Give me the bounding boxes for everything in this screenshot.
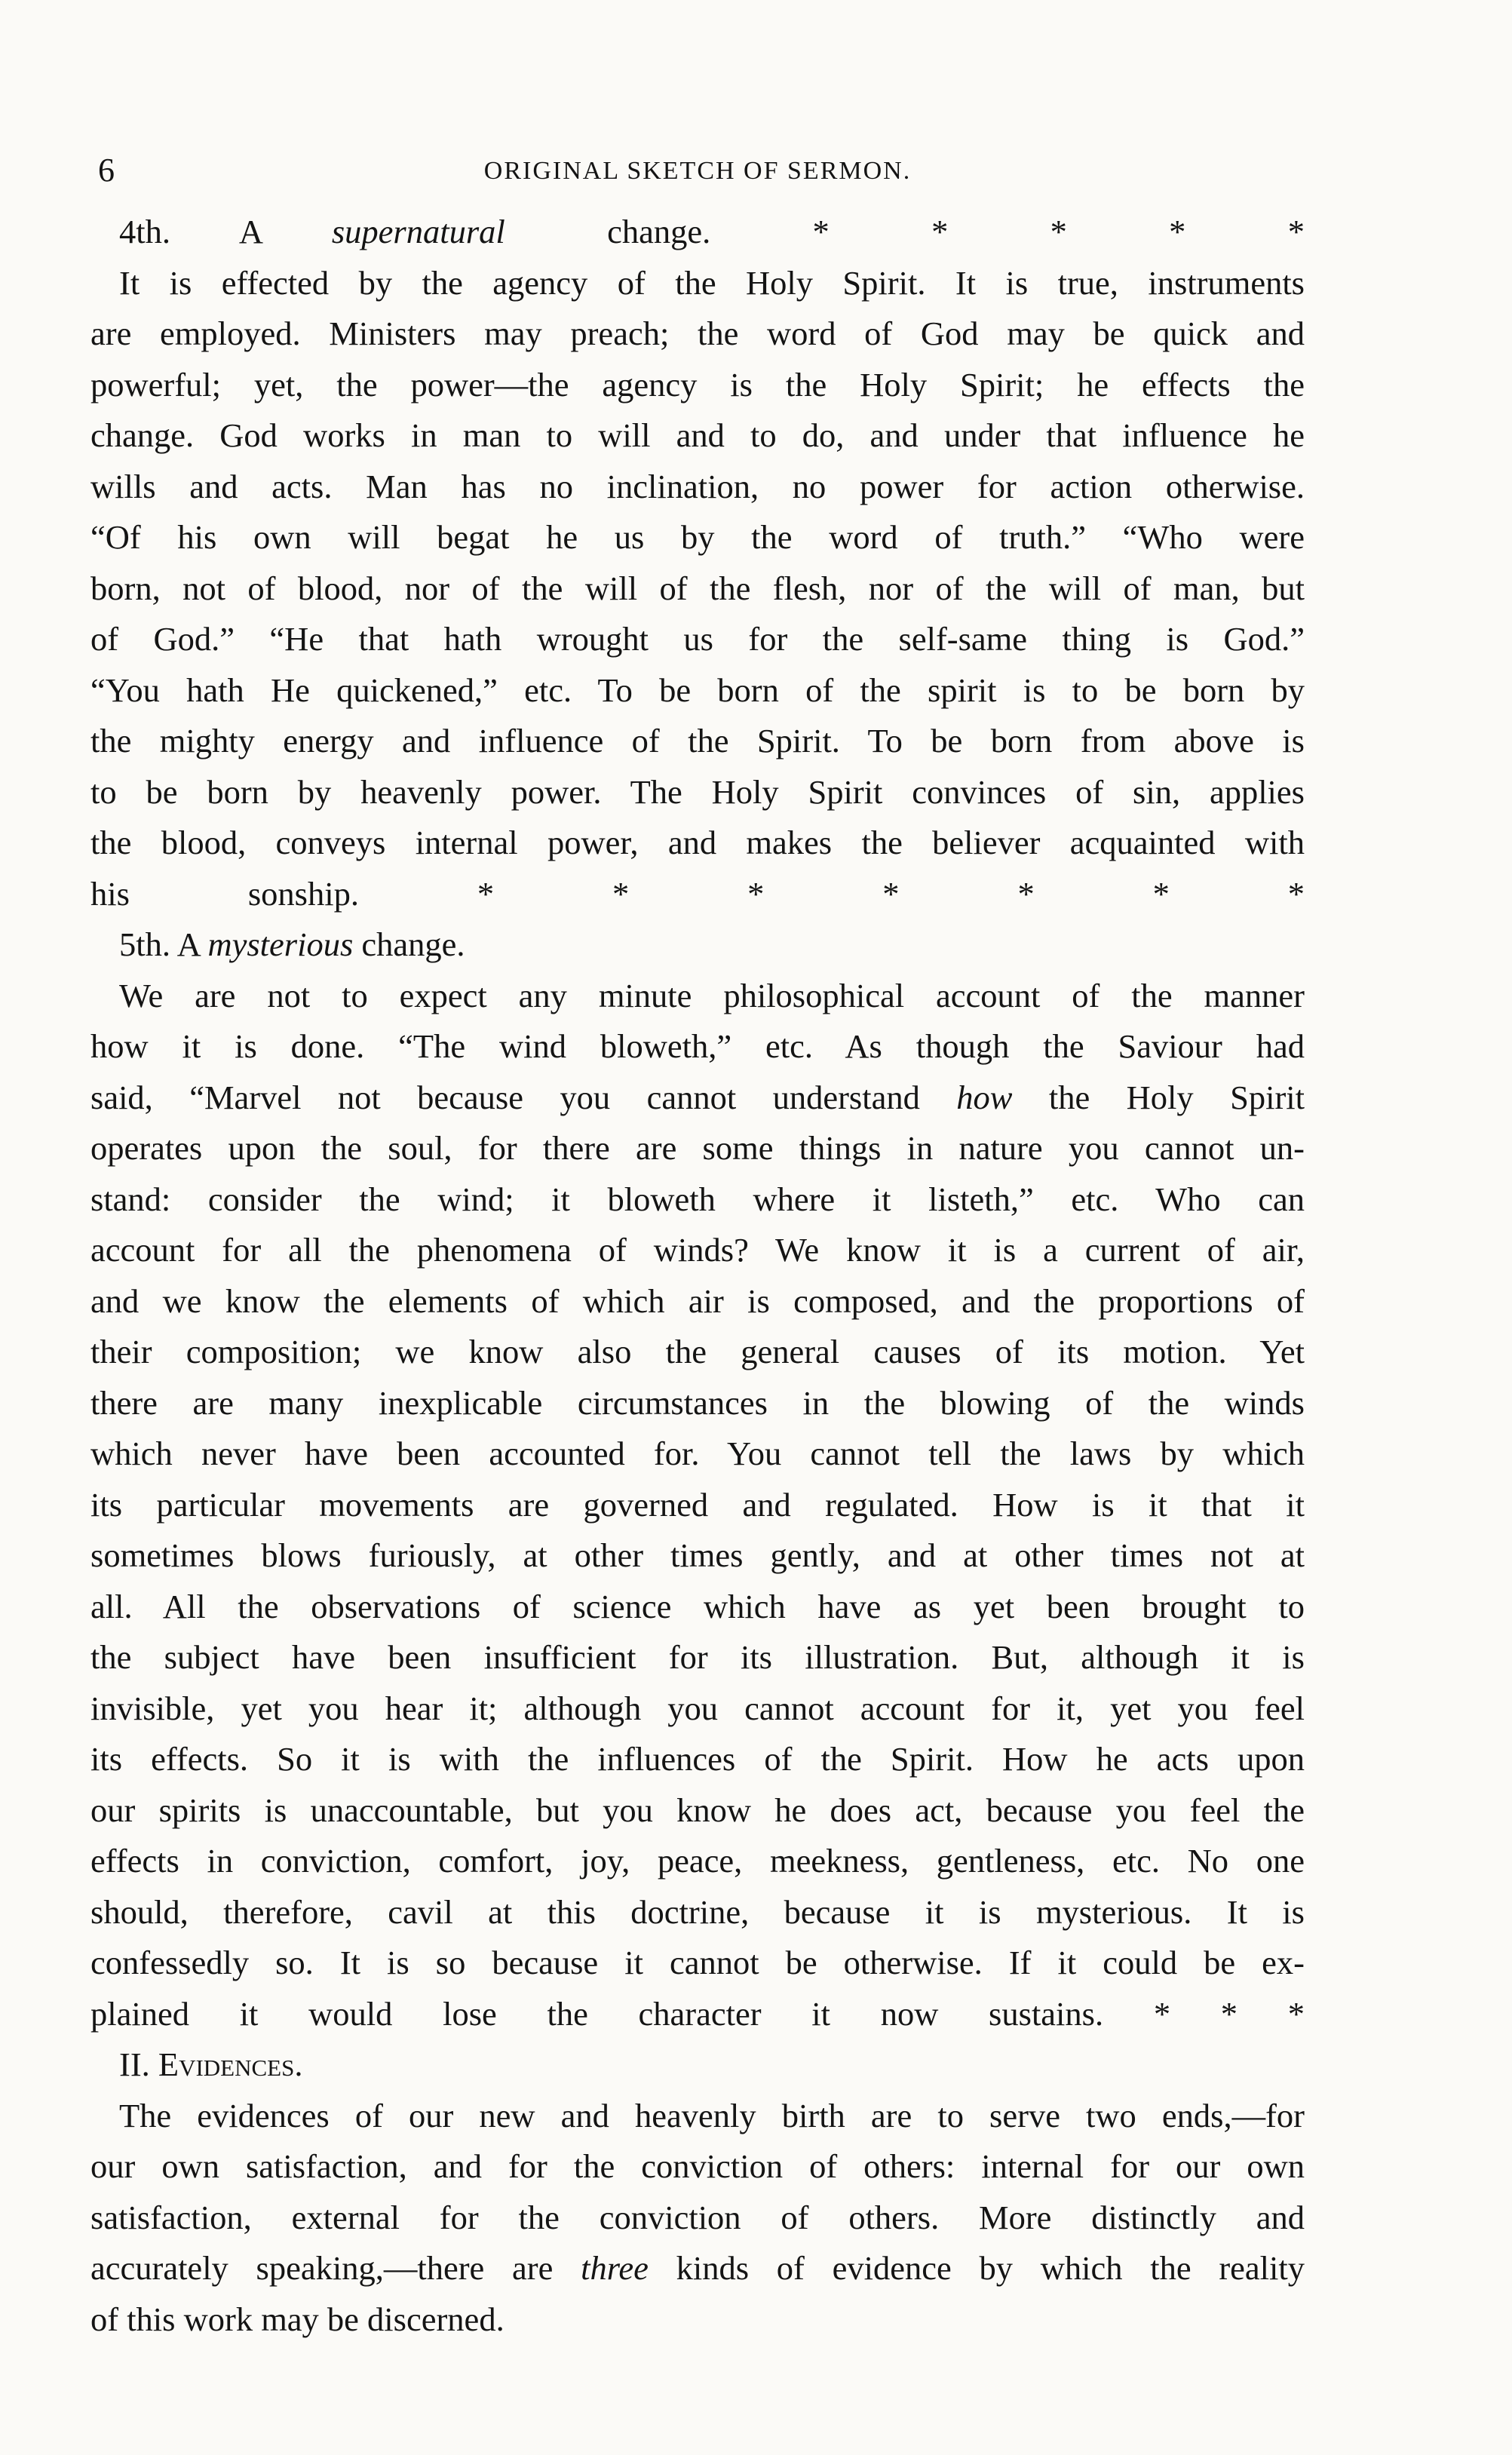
text-line [90, 1429, 1305, 1480]
book-page [90, 143, 1305, 2345]
text-line [90, 716, 1305, 767]
text-line [90, 207, 1305, 258]
line-text: our spirits is unaccountable, but you know he does act, because you feel the [90, 1791, 1305, 1829]
line-text: kinds of evidence by which the reality [648, 2249, 1305, 2287]
line-text: account for all the phenomena of winds? We know it is a current of air, [90, 1231, 1305, 1269]
line-text: said, “Marvel not because you cannot understand [90, 1078, 957, 1116]
line-text: of this work may be discerned. [90, 2300, 505, 2338]
line-text: the mighty energy and influence of the Spirit. To be born from above is [90, 722, 1305, 760]
line-text: We are not to expect any minute philosophical account of the manner [119, 976, 1305, 1014]
text-line [90, 563, 1305, 615]
text-line [90, 308, 1305, 360]
text-line [90, 614, 1305, 665]
text-line [90, 1836, 1305, 1887]
line-text: should, therefore, cavil at this doctrine, because it is mysterious. It is [90, 1892, 1305, 1931]
line-text: change. God works in man to will and to do, and under that influence he [90, 416, 1305, 454]
text-line [90, 2294, 1305, 2346]
text-line [90, 1123, 1305, 1174]
line-text: It is effected by the agency of the Holy Spirit. It is true, instruments [119, 263, 1305, 302]
text-line [90, 1887, 1305, 1938]
line-text: powerful; yet, the power—the agency is the Holy Spirit; he effects the [90, 365, 1305, 404]
line-text: the Holy Spirit [1012, 1078, 1305, 1116]
text-line [90, 512, 1305, 563]
text-line [90, 1683, 1305, 1735]
line-text: stand: consider the wind; it bloweth where it listeth,” etc. Who can [90, 1180, 1305, 1218]
italic-phrase: mysterious [207, 925, 354, 963]
line-text: all. All the observations of science which have as yet been brought to [90, 1587, 1305, 1625]
line-text: confessedly so. It is so because it cannot be otherwise. If it could be ex- [90, 1944, 1305, 1981]
line-text: his sonship. * * * * * * * [90, 874, 1305, 913]
italic-phrase: how [956, 1078, 1013, 1116]
text-line [90, 919, 1305, 971]
text-line [90, 1378, 1305, 1429]
running-title: ORIGINAL SKETCH OF SERMON. [483, 157, 912, 185]
line-text: its effects. So it is with the influences of the Spirit. How he acts upon [90, 1740, 1305, 1778]
line-text: to be born by heavenly power. The Holy Spirit convinces of sin, applies [90, 772, 1305, 811]
text-line [90, 1480, 1305, 1531]
italic-phrase: three [581, 2249, 649, 2287]
text-line [90, 1785, 1305, 1837]
line-text: satisfaction, external for the conviction of others. More distinctly and [90, 2198, 1305, 2236]
text-line [90, 1530, 1305, 1582]
text-line [90, 869, 1305, 920]
line-text: are employed. Ministers may preach; the word of God may be quick and [90, 315, 1305, 352]
text-line [90, 2243, 1305, 2294]
line-text: its particular movements are governed and regulated. How is it that it [90, 1485, 1305, 1524]
text-line [90, 258, 1305, 309]
line-text: and we know the elements of which air is composed, and the proportions of [90, 1281, 1305, 1320]
line-text: II. [119, 2045, 158, 2083]
text-line [90, 1327, 1305, 1378]
italic-phrase: supernatural [331, 213, 505, 250]
line-text: 4th. A [119, 213, 332, 250]
running-head [90, 143, 1305, 196]
line-text: “You hath He quickened,” etc. To be born of the spirit is to be born by [90, 671, 1305, 709]
text-line [90, 1276, 1305, 1327]
text-line [90, 2091, 1305, 2142]
text-line [90, 1073, 1305, 1124]
text-line [90, 1582, 1305, 1633]
sermon-text [90, 207, 1305, 2345]
line-text: wills and acts. Man has no inclination, no power for action otherwise. [90, 467, 1305, 505]
line-text: our own satisfaction, and for the conviction of others: internal for our own [90, 2147, 1305, 2185]
line-text: The evidences of our new and heavenly birth are to serve two ends,—for [119, 2096, 1305, 2134]
line-text: how it is done. “The wind bloweth,” etc. As though the Saviour had [90, 1027, 1305, 1065]
line-text: which never have been accounted for. You cannot tell the laws by which [90, 1435, 1305, 1472]
line-text: the blood, conveys internal power, and makes the believer acquainted with [90, 824, 1305, 861]
line-text: plained it would lose the character it now sustains. * * * [90, 1994, 1305, 2033]
section-heading: Evidences. [158, 2045, 303, 2083]
line-text: of God.” “He that hath wrought us for the self-same thing is God.” [90, 620, 1305, 658]
text-line [90, 1632, 1305, 1683]
text-line [90, 1174, 1305, 1226]
text-line [90, 767, 1305, 818]
text-line [90, 971, 1305, 1022]
text-line [90, 2039, 1305, 2091]
text-line [90, 1989, 1305, 2040]
text-line [90, 665, 1305, 717]
text-line [90, 1225, 1305, 1276]
line-text: invisible, yet you hear it; although you cannot account for it, yet you feel [90, 1689, 1305, 1727]
line-text: 5th. A [119, 925, 208, 963]
text-line [90, 2193, 1305, 2244]
text-line [90, 1021, 1305, 1073]
text-line [90, 410, 1305, 462]
line-text: sometimes blows furiously, at other times gently, and at other times not at [90, 1536, 1305, 1574]
text-line [90, 818, 1305, 869]
line-text: effects in conviction, comfort, joy, peace, meekness, gentleness, etc. No one [90, 1842, 1305, 1880]
text-line [90, 1734, 1305, 1785]
page-number: 6 [98, 152, 116, 189]
line-text: there are many inexplicable circumstances in the blowing of the winds [90, 1383, 1305, 1422]
line-text: operates upon the soul, for there are some things in nature you cannot un- [90, 1129, 1305, 1167]
line-text: the subject have been insufficient for its illustration. But, although it is [90, 1638, 1305, 1676]
text-line [90, 1938, 1305, 1989]
line-text: their composition; we know also the general causes of its motion. Yet [90, 1333, 1305, 1370]
line-text: “Of his own will begat he us by the word of truth.” “Who were [90, 518, 1305, 556]
line-text: change. [353, 925, 465, 963]
text-line [90, 360, 1305, 411]
line-text: born, not of blood, nor of the will of the flesh, nor of the will of man, but [90, 569, 1305, 607]
text-line [90, 462, 1305, 513]
line-text: accurately speaking,—there are [90, 2249, 581, 2287]
line-text: change. * * * * * [505, 213, 1305, 250]
text-line [90, 2141, 1305, 2193]
